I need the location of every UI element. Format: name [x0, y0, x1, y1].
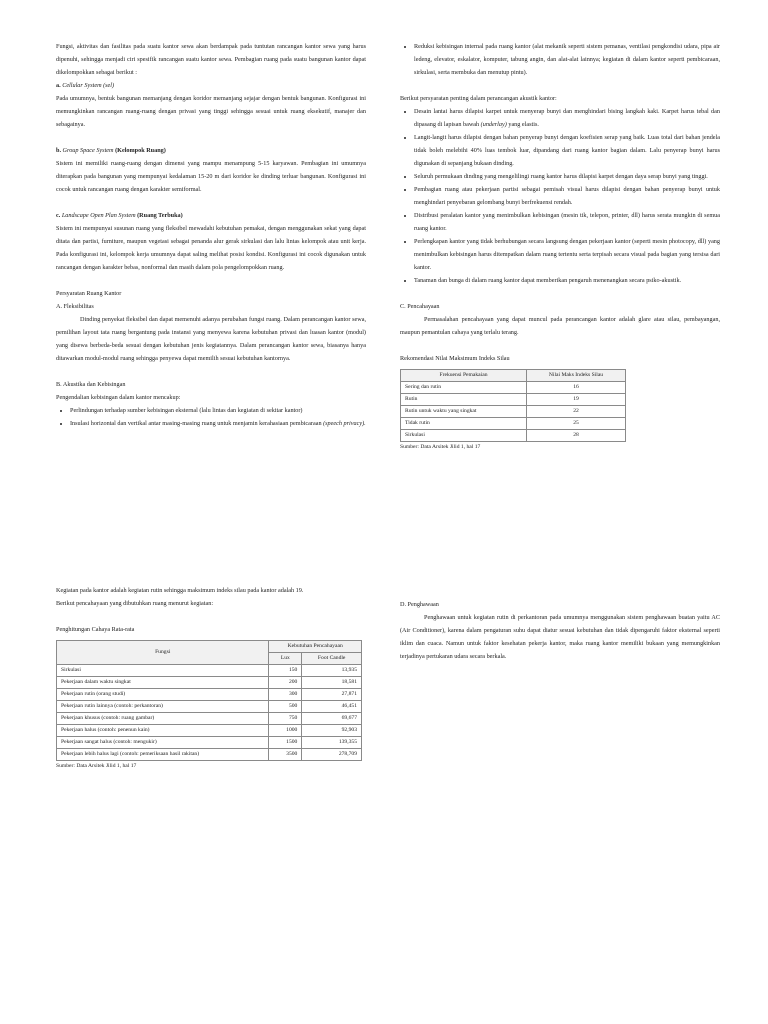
- table-header: Lux: [269, 653, 302, 665]
- table-row: Pekerjaan halus (contoh: penenun kain) 1000 92,903: [57, 725, 362, 737]
- akustika-list: [56, 404, 366, 430]
- intro-paragraph: Fungsi, aktivitas dan fasilitas pada suatu kantor sewa akan berdampak pada tuntutan rancangan kantor sewa yang harus dipenuhi, sehingga menjadi ciri spesifik rancangan suatu kantor sewa. Pembagian ruang pada suatu bangunan kantor dapat dikelompokkan sebagai berikut :: [56, 43, 366, 76]
- list-item: • Perlindungan terhadap sumber kebisingan eksternal (lalu lintas dan kegiatan di sekitar kantor): [70, 404, 366, 417]
- table-header: Kebutuhan Pencahayaan: [269, 641, 362, 653]
- table-header: Frekuensi Pemakaian: [401, 370, 527, 382]
- list-item: • Langit-langit harus dilapisi dengan bahan penyerap bunyi dengan koefisien serap yang baik. Luas total dari bahan jendela tidak boleh melebihi 40% luas tembok luar, dipandang dari ruang kantor bagian dalam. Lalu penyerap bunyi harus digunakan di sepanjang bukaan dinding.: [414, 131, 720, 170]
- table-source: Sumber: Data Arsitek Jilid 1, hal 17: [56, 763, 137, 769]
- penghawaan-heading: D. Penghawaan: [400, 601, 439, 608]
- table-row: Pekerjaan rutin lainnya (contoh: perkantoran) 500 46,451: [57, 701, 362, 713]
- fleksibilitas-body: Dinding penyekat fleksibel dan dapat memenuhi adanya perubahan fungsi ruang. Dalam perancangan kantor sewa, pemilihan layout tata ruang bergantung pada instansi yang menyewa karena kebutuhan privasi dan luasan kantor (modul) yang disewa berbeda-beda sesuai dengan kebutuhan jenis kegiatannya. Dalam perancangan kantor sewa, biasanya hanya ditawarkan modul-modul ruang sehingga penyewa dapat memilih sesuai kebutuhan kantornya.: [56, 316, 366, 362]
- penghawaan-body: Penghawaan untuk kegiatan rutin di perkantoran pada umumnya menggunakan sistem penghawaan buatan yaitu AC (Air Conditioner), karena dalam pengaturan suhu dapat diatur sesuai kebutuhan dan tidak dipengaruhi faktor eksternal seperti iklim dan cuaca. Namun untuk faktor kesehatan pekerja kantor, maka ruang kantor memiliki bukaan yang memungkinkan terjadinya pertukaran udara secara berkala.: [400, 614, 720, 660]
- group-space-body: Sistem ini memiliki ruang-ruang dengan dimensi yang mampu menampung 5-15 karyawan. Pembagian ini umumnya diterapkan pada bangunan yang mempunyai kedalaman 15-20 m dari koridor ke dinding terluar bangunan. Konfigurasi ini cocok untuk rancangan ruang dengan karakter semiformal.: [56, 160, 366, 193]
- list-item: • Distribusi peralatan kantor yang menimbulkan kebisingan (mesin tik, telepon, printer, dll) harus serata mungkin di semua ruang kantor.: [414, 209, 720, 235]
- kegiatan-text: Kegiatan pada kantor adalah kegiatan rutin sehingga maksimum indeks silau pada kantor adalah 19.: [56, 587, 304, 594]
- cahaya-table-title: Penghitungan Cahaya Rata-rata: [56, 626, 135, 633]
- list-item: • Tanaman dan bunga di dalam ruang kantor dapat memberikan pengaruh menenangkan secara psiko-akustik.: [414, 274, 720, 287]
- akustik-list: [400, 105, 720, 287]
- rekomendasi-title: Rekomendasi Nilai Maksimum Indeks Silau: [400, 355, 510, 362]
- table-header: Foot Candle: [302, 653, 362, 665]
- table-header: Nilai Maks Indeks Silau: [527, 370, 626, 382]
- list-item: • Perlengkapan kantor yang tidak berhubungan secara langsung dengan pekerjaan kantor (seperti mesin photocopy, dll) yang menimbulkan kebisingan harus ditempatkan dalam ruang tertentu serta terpisah secara visual pada bagian yang tersisa dari kantor.: [414, 235, 720, 274]
- pencahayaan-heading: C. Pencahayaan: [400, 303, 440, 310]
- kegiatan-text-2: Berikut pencahayaan yang dibutuhkan ruang menurut kegiatan:: [56, 600, 214, 607]
- persyaratan-heading: Persyaratan Ruang Kantor: [56, 290, 122, 297]
- right-column-bottom: [400, 598, 720, 663]
- cellular-heading: a. Cellular System (sel): [56, 82, 115, 89]
- cellular-body: Pada umumnya, bentuk bangunan memanjang dengan koridor memanjang sejajar dengan bentuk bangunan. Konfigurasi ini memungkinkan rancangan ruang-ruang dengan privasi yang tinggi sehingga sesuai untuk ruang eksekutif, manajer dan sebagainya.: [56, 95, 366, 128]
- lighting-table: [56, 640, 362, 761]
- table-row: Pekerjaan rutin (orang studi) 300 27,871: [57, 689, 362, 701]
- table-row: Pekerjaan khusus (contoh: ruang gambar) 750 69,677: [57, 713, 362, 725]
- akustika-intro: Pengendalian kebisingan dalam kantor mencakup:: [56, 394, 181, 401]
- list-item: • Pembagian ruang atau pekerjaan partisi sebagai pemisah visual harus dilapisi dengan bahan penyerap bunyi untuk menghindari penyebaran gelombang bunyi berfrekuensi rendah.: [414, 183, 720, 209]
- table-row: Sering dan rutin 16: [401, 382, 626, 394]
- list-item: • Reduksi kebisingan internal pada ruang kantor (alat mekanik seperti sistem pemanas, ventilasi pengkondisi udara, pipa air ledeng, elevator, eskalator, komputer, tabung angin, dan alat-alat lainnya; kegiatan di dalam kantor seperti pembicaraan, sirkulasi, serta membuka dan menutup pintu).: [414, 40, 720, 79]
- list-item: • Desain lantai harus dilapisi karpet untuk menyerap bunyi dan menghindari bising langkah kaki. Karpet harus tebal dan dipasang di lapisan bawah (underlay) yang elastis.: [414, 105, 720, 131]
- table-row: Tidak rutin 25: [401, 418, 626, 430]
- table-row: Rutin untuk waktu yang singkat 22: [401, 406, 626, 418]
- list-item: • Insulasi horizontal dan vertikal antar masing-masing ruang untuk menjamin kerahasiaan pembicaraan (speech privacy).: [70, 417, 366, 430]
- fleksibilitas-heading: A. Fleksibilitas: [56, 303, 94, 310]
- reduksi-list: [400, 40, 720, 79]
- table-row: Pekerjaan sangat halus (contoh: mengukir) 1500 139,355: [57, 737, 362, 749]
- table-row: Pekerjaan dalam waktu singkat 200 18,581: [57, 677, 362, 689]
- table-header: Fungsi: [57, 641, 269, 665]
- right-column-top: [400, 40, 720, 452]
- table-row: Sirkulasi 150 13,935: [57, 665, 362, 677]
- list-item: • Seluruh permukaan dinding yang mengelilingi ruang kantor harus dilapisi karpet dengan daya serap bunyi yang tinggi.: [414, 170, 720, 183]
- landscape-heading: c. Landscape Open Plan System (Ruang Terbuka): [56, 212, 183, 219]
- landscape-body: Sistem ini mempunyai susunan ruang yang fleksibel mewadahi kebutuhan pemakai, dengan menggunakan sekat yang dapat ditata dan partisi, furniture, maupun vegetasi sebagai penanda alur gerak sirkulasi dan lalu lintas kelompok atau unit kerja. Pada konfigurasi ini, kelompok kerja umumnya dapat saling melihat posisi kondisi. Konfigurasi ini cocok digunakan untuk rancangan dengan karakter bebas, nonformal dan masih dalam pola pengelompokkan ruang.: [56, 225, 366, 271]
- table-row: Rutin 19: [401, 394, 626, 406]
- left-column-bottom: [56, 584, 366, 771]
- pencahayaan-body: Permasalahan pencahayaan yang dapat muncul pada perancangan kantor adalah glare atau silau, pembayangan, maupun pemantulan cahaya yang terlalu terang.: [400, 316, 720, 336]
- table-source: Sumber: Data Arsitek Jilid 1, hal 17: [400, 444, 481, 450]
- akustik-intro: Berikut persyaratan penting dalam perancangan akustik kantor:: [400, 95, 557, 102]
- glare-index-table: [400, 369, 626, 442]
- akustika-heading: B. Akustika dan Kebisingan: [56, 381, 126, 388]
- table-row: Sirkulasi 28: [401, 430, 626, 442]
- table-row: Pekerjaan lebih halus lagi (contoh: pemeriksaan hasil rakitan) 3500 278,709: [57, 749, 362, 761]
- group-space-heading: b. Group Space System (Kelompok Ruang): [56, 147, 166, 154]
- left-column-top: [56, 40, 366, 430]
